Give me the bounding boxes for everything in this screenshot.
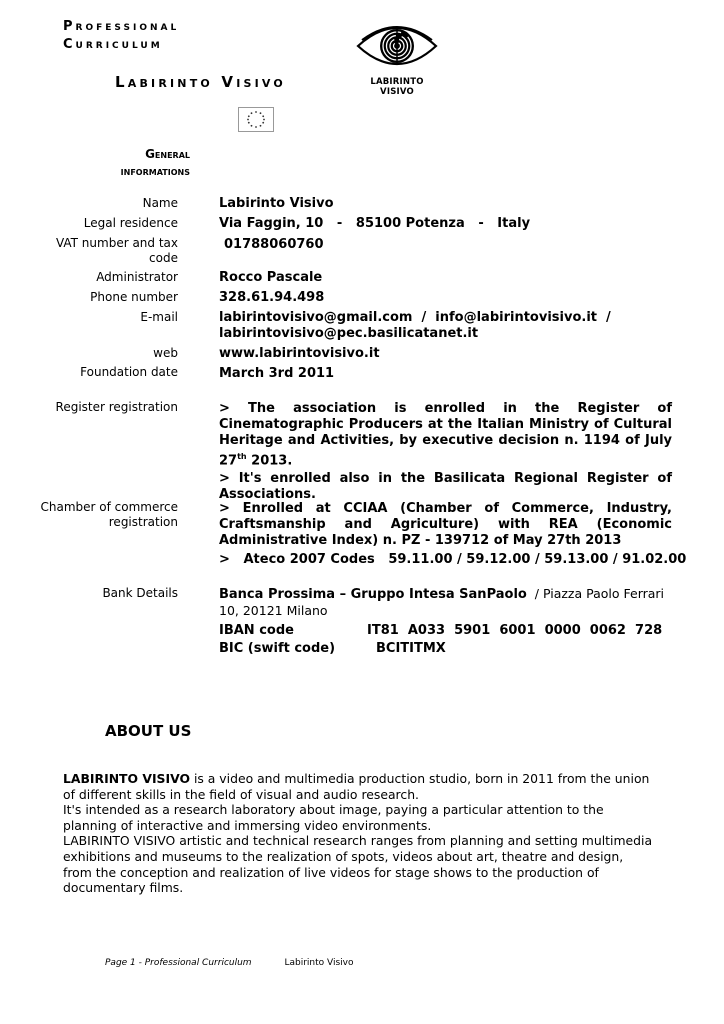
- bic-value: BCITITMX: [376, 641, 446, 656]
- bank-value: [219, 586, 669, 657]
- chamber-item-1: > Enrolled at CCIAA (Chamber of Commerce, Industry, Craftsmanship and Agriculture) with REA (Economic Administrative Index) n. PZ - 139712 of May 27th 2013: [219, 501, 672, 548]
- administrator-value: Rocco Pascale: [219, 270, 323, 285]
- register-value: [219, 401, 672, 503]
- bic-row: [219, 641, 669, 657]
- web-label: web: [153, 346, 178, 360]
- register-item-1-text: > The association is enrolled in the Register of Cinematographic Producers at the Italian Ministry of Cultural Heritage and Activities, by executive decision n. 1194 of July 27: [219, 401, 672, 469]
- iban-value: IT81 A033 5901 6001 0000 0062 728: [367, 623, 663, 638]
- labirinto-visivo-logo: [352, 18, 442, 97]
- register-item-1: [219, 401, 672, 469]
- legal-residence-value: Via Faggin, 10 - 85100 Potenza - Italy: [219, 216, 531, 231]
- section-heading-line-1: General: [145, 147, 190, 161]
- section-heading-line-2: informations: [120, 164, 190, 178]
- vat-label: VAT number and tax code: [55, 236, 178, 265]
- company-subtitle: Labirinto Visivo: [115, 73, 286, 91]
- bank-name-line: [219, 586, 669, 620]
- title-line-1: Professional: [63, 19, 180, 34]
- register-item-1-sup: th: [237, 452, 247, 461]
- chamber-label: Chamber of commerce registration: [40, 500, 178, 529]
- eye-maze-icon: [352, 18, 442, 76]
- name-value: Labirinto Visivo: [219, 196, 334, 211]
- iban-row: [219, 623, 669, 639]
- about-paragraph-2: It's intended as a research laboratory about image, paying a particular attention to the planning of interactive and immersing video environments.: [63, 802, 604, 833]
- bank-name: Banca Prossima – Gruppo Intesa SanPaolo: [219, 587, 527, 602]
- about-paragraph-3: LABIRINTO VISIVO artistic and technical research ranges from planning and setting multimedia exhibitions and museums to the realization of spots, videos about art, theatre and design, from the conception and realization of live videos for stage shows to the production of documentary films.: [63, 833, 653, 896]
- register-label: Register registration: [55, 400, 178, 414]
- logo-text: LABIRINTO VISIVO: [370, 77, 424, 97]
- register-item-2: > It's enrolled also in the Basilicata Regional Register of Associations.: [219, 471, 672, 503]
- eu-flag-icon: [238, 107, 274, 132]
- about-paragraph-1: [63, 771, 653, 802]
- iban-label: IBAN code: [219, 623, 294, 638]
- administrator-label: Administrator: [96, 270, 178, 284]
- chamber-value: [219, 501, 687, 568]
- about-us-text: [63, 771, 653, 896]
- legal-residence-label: Legal residence: [83, 216, 178, 230]
- foundation-date-label: Foundation date: [80, 365, 178, 379]
- section-heading-general: [60, 146, 190, 180]
- document-title: [63, 18, 179, 54]
- footer-page: Page 1 - Professional Curriculum: [105, 958, 252, 968]
- phone-value: 328.61.94.498: [219, 290, 325, 305]
- phone-label: Phone number: [90, 290, 178, 304]
- register-item-1-end: 2013.: [246, 453, 293, 469]
- foundation-date-value: March 3rd 2011: [219, 366, 335, 381]
- web-value: www.labirintovisivo.it: [219, 346, 380, 361]
- name-label: Name: [142, 196, 178, 210]
- about-us-heading: ABOUT US: [105, 722, 192, 740]
- email-value: [219, 310, 611, 342]
- about-p1: is a video and multimedia production studio, born in 2011 from the union of different skills in the field of visual and audio research.: [63, 771, 650, 802]
- chamber-item-2: > Ateco 2007 Codes 59.11.00 / 59.12.00 / 59.13.00 / 91.02.00: [219, 552, 687, 567]
- bank-label: Bank Details: [102, 586, 178, 600]
- email-line-1: labirintovisivo@gmail.com / info@labirintovisivo.it /: [219, 310, 611, 325]
- email-line-2: labirintovisivo@pec.basilicatanet.it: [219, 326, 479, 341]
- page-footer: [105, 958, 353, 968]
- title-line-2: Curriculum: [63, 37, 163, 52]
- bic-label: BIC (swift code): [219, 641, 336, 656]
- vat-value: 01788060760: [224, 237, 324, 252]
- bank-address: / Piazza Paolo Ferrari 10, 20121 Milano: [219, 586, 669, 618]
- about-lead: LABIRINTO VISIVO: [63, 771, 190, 786]
- footer-company: Labirinto Visivo: [284, 958, 354, 968]
- email-label: E-mail: [140, 310, 178, 324]
